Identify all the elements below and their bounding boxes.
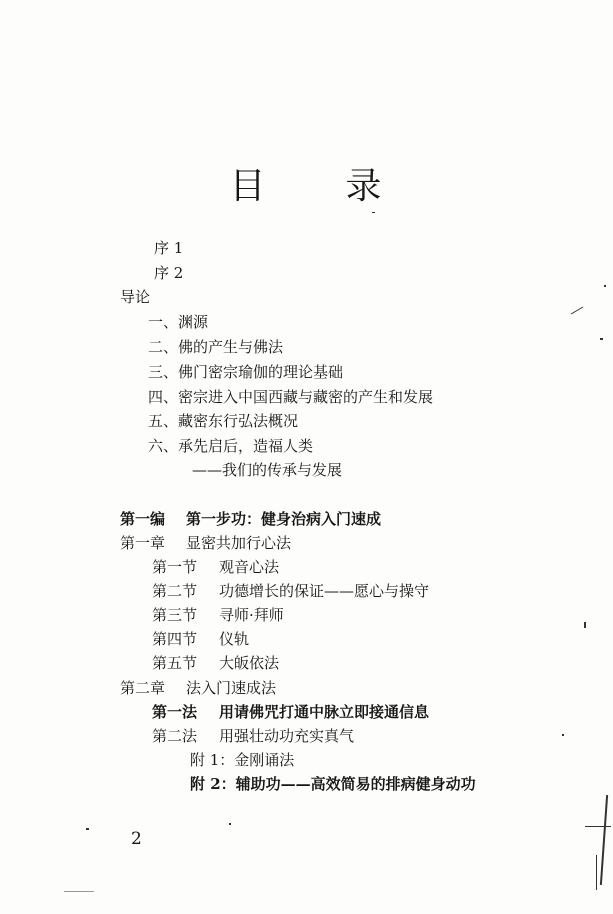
toc-entry-text: 用请佛咒打通中脉立即接通信息 [219,703,430,721]
toc-entry-text: 法入门速成法 [186,679,277,697]
scan-artifact-line [600,795,608,885]
toc-entry [120,532,291,554]
toc-entry [152,628,249,650]
title-char-2: 录 [345,166,384,207]
toc-entry-text: 观音心法 [219,558,280,576]
page-title [0,158,613,209]
toc-entry-text: 附 1：金刚诵法 [190,751,295,769]
scan-artifact-line [585,826,611,827]
toc-entry-text: 三、佛门密宗瑜伽的理论基础 [148,363,344,381]
toc-entry [154,237,183,259]
toc-entry-label: 第二节 [152,582,198,600]
toc-entry-text: 显密共加行心法 [186,534,292,552]
toc-entry [152,725,354,747]
scan-artifact-dot [372,212,375,213]
toc-entry-text: 一、渊源 [148,313,209,331]
toc-entry-text: 序 2 [154,264,184,282]
toc-entry [192,459,342,481]
toc-entry [148,361,343,383]
scan-artifact-dot [229,823,231,825]
toc-entry-label: 第一法 [152,703,198,721]
toc-entry-text: 序 1 [154,239,184,257]
scan-artifact-line [571,307,584,315]
toc-entry [152,556,279,578]
toc-entry [154,262,183,284]
toc-entry-text: 仪轨 [219,630,250,648]
title-char-1: 目 [229,166,268,207]
toc-entry-text: 四、密宗进入中国西藏与藏密的产生和发展 [148,388,434,406]
toc-entry [190,749,294,771]
scan-artifact-dot [562,734,564,736]
toc-entry-label: 第二法 [152,727,198,745]
toc-entry [152,580,429,602]
toc-entry [148,435,313,457]
toc-entry [148,410,298,432]
scan-artifact-line [596,855,597,890]
toc-entry-text: 大皈依法 [219,654,280,672]
toc-entry [120,286,150,308]
toc-entry [148,311,208,333]
toc-entry-label: 第四节 [152,630,198,648]
toc-entry-text: 第一步功：健身治病入门速成 [186,510,382,528]
toc-entry-text: 寻师·拜师 [219,606,284,624]
toc-entry-text: 导论 [120,288,151,306]
toc-entry [152,701,429,723]
toc-entry-label: 第一章 [120,534,166,552]
toc-entry-text: 五、藏密东行弘法概况 [148,412,299,430]
toc-entry [120,677,276,699]
toc-entry [152,604,284,626]
toc-entry [148,386,433,408]
toc-entry [152,652,279,674]
toc-entry-text: 功德增长的保证——愿心与操守 [219,582,430,600]
scan-artifact-dot [584,622,586,628]
page-number: 2 [131,829,142,849]
scan-artifact-dot [86,828,89,830]
toc-entry [148,336,283,358]
toc-entry-text: 二、佛的产生与佛法 [148,338,284,356]
toc-entry-text: 附 2：辅助功——高效简易的排病健身动功 [190,775,476,793]
toc-entry-text: 用强壮动功充实真气 [219,727,355,745]
toc-entry [120,508,381,530]
toc-entry-label: 第五节 [152,654,198,672]
toc-entry-label: 第一节 [152,558,198,576]
toc-entry-label: 第二章 [120,679,166,697]
scan-artifact-line [64,891,94,892]
toc-entry-text: ——我们的传承与发展 [192,461,343,479]
toc-entry-text: 六、承先启后，造福人类 [148,437,314,455]
toc-entry-label: 第三节 [152,606,198,624]
toc-entry [190,773,476,795]
scan-artifact-dot [600,338,603,340]
scan-artifact-dot [604,285,606,287]
toc-entry-label: 第一编 [120,510,166,528]
